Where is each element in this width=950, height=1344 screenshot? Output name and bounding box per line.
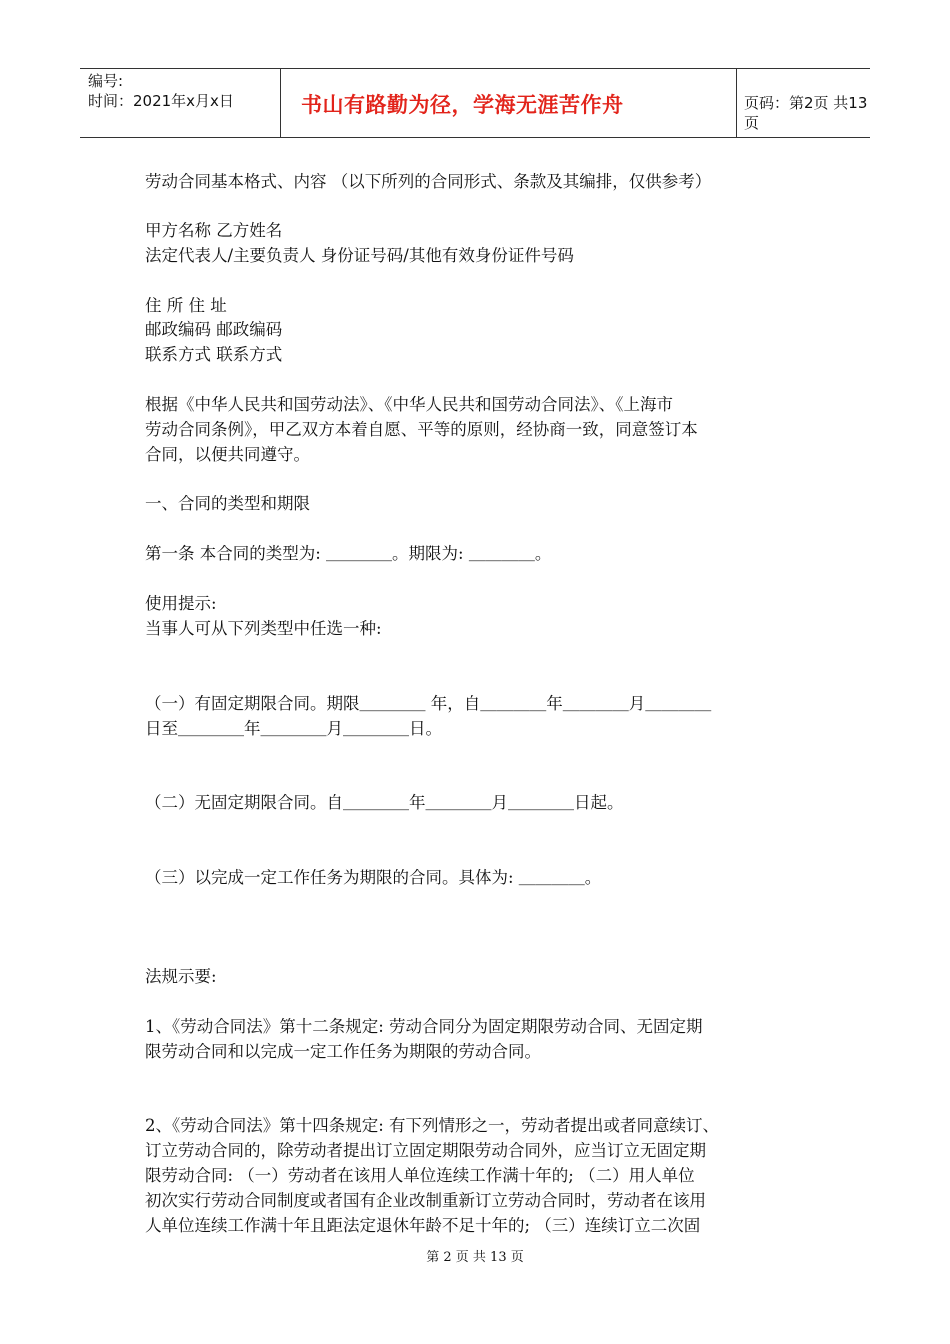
body-line: 甲方名称 乙方姓名 [145,221,283,240]
body-line: （三）以完成一定工作任务为期限的合同。具体为: ＿＿＿＿。 [145,868,602,887]
body-line: 联系方式 联系方式 [145,345,283,364]
body-line: 人单位连续工作满十年且距法定退休年龄不足十年的; （三）连续订立二次固 [145,1216,701,1235]
body-line: 当事人可从下列类型中任选一种: [145,619,382,638]
body-line: 1、《劳动合同法》第十二条规定: 劳动合同分为固定期限劳动合同、无固定期 [145,1017,703,1036]
body-line: 限劳动合同: （一）劳动者在该用人单位连续工作满十年的; （二）用人单位 [145,1166,695,1185]
body-line: 劳动合同基本格式、内容 （以下所列的合同形式、条款及其编排，仅供参考） [145,172,712,191]
body-line: 使用提示: [145,594,217,613]
header-motto-cell [280,69,737,137]
body-line: 法定代表人/主要负责人 身份证号码/其他有效身份证件号码 [145,246,574,265]
body-line: 限劳动合同和以完成一定工作任务为期限的劳动合同。 [145,1042,541,1061]
body-line: （一）有固定期限合同。期限＿＿＿＿ 年，自＿＿＿＿年＿＿＿＿月＿＿＿＿ [145,694,712,713]
body-line: 劳动合同条例》，甲乙双方本着自愿、平等的原则，经协商一致，同意签订本 [145,420,698,439]
document-number-label: 编号: [88,72,124,90]
body-line: 根据《中华人民共和国劳动法》、《中华人民共和国劳动合同法》、《上海市 [145,395,673,414]
body-line: 合同，以便共同遵守。 [145,445,310,464]
body-line: 法规示要: [145,967,217,986]
header-page-number: 页码：第2页 共13页 [744,94,868,132]
body-line: 邮政编码 邮政编码 [145,320,283,339]
header-page-cell [736,69,870,137]
body-line: 订立劳动合同的，除劳动者提出订立固定期限劳动合同外，应当订立无固定期 [145,1141,706,1160]
document-time-label: 时间：2021年x月x日 [88,92,234,110]
section-heading: 一、合同的类型和期限 [145,494,310,513]
document-header [80,68,870,138]
body-line: （二）无固定期限合同。自＿＿＿＿年＿＿＿＿月＿＿＿＿日起。 [145,793,624,812]
page-footer: 第 2 页 共 13 页 [426,1250,524,1265]
body-line: 第一条 本合同的类型为: ＿＿＿＿。期限为: ＿＿＿＿。 [145,544,552,563]
body-line: 住 所 住 址 [145,296,227,315]
header-motto: 书山有路勤为径，学海无涯苦作舟 [301,93,624,117]
body-line: 日至＿＿＿＿年＿＿＿＿月＿＿＿＿日。 [145,719,442,738]
body-line: 2、《劳动合同法》第十四条规定: 有下列情形之一，劳动者提出或者同意续订、 [145,1116,720,1135]
header-meta-cell [80,69,280,137]
body-line: 初次实行劳动合同制度或者国有企业改制重新订立劳动合同时，劳动者在该用 [145,1191,706,1210]
